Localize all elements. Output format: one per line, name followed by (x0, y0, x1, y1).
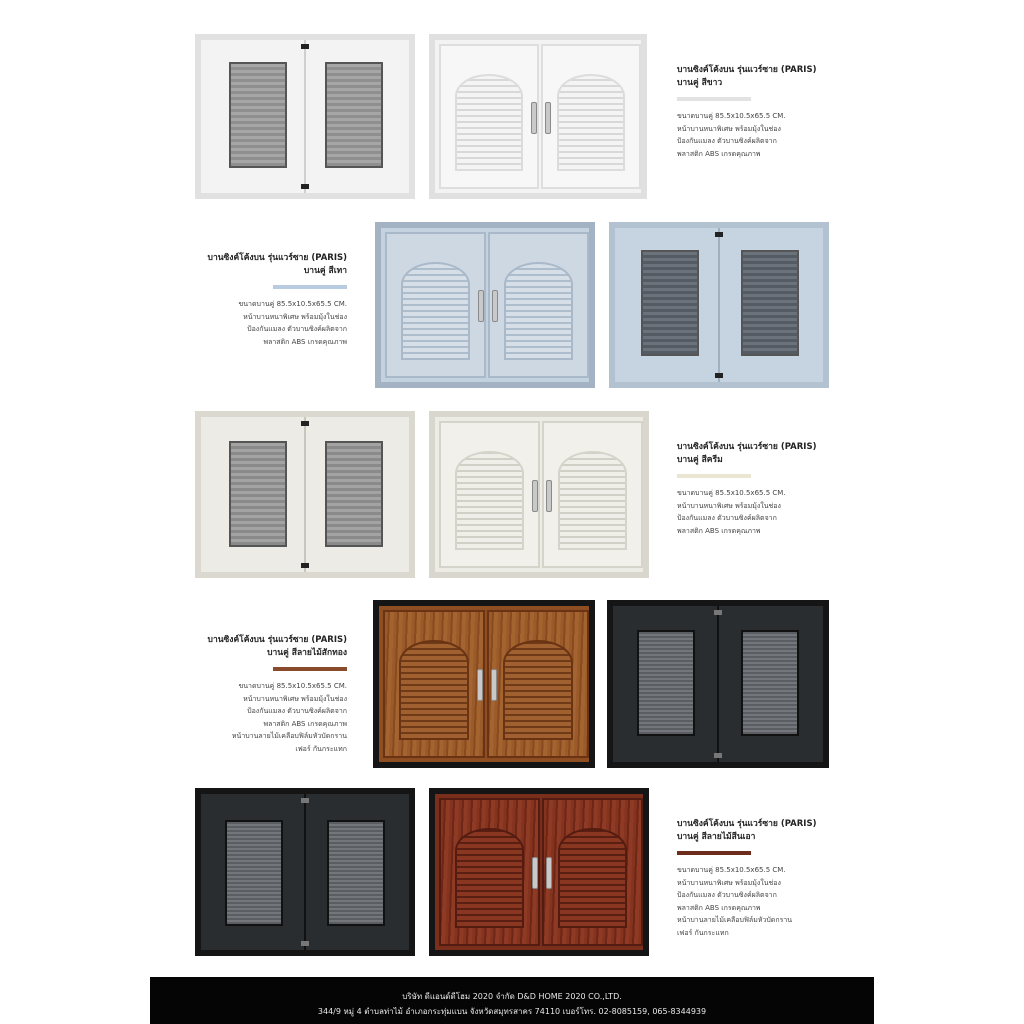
product-title: บานซิงค์โค้งบน รุ่นแวร์ซาย (PARIS) (677, 819, 817, 829)
product-info-white (677, 64, 847, 160)
cabinet-front-view-cream (429, 411, 649, 578)
product-row-teak (0, 598, 1024, 770)
door-handle-left (532, 857, 538, 889)
mesh-panel-right (741, 250, 799, 356)
product-info-cream (677, 441, 847, 537)
mesh-panel-right (325, 62, 383, 168)
product-info-mahogany (677, 818, 847, 939)
mesh-panel-left (225, 820, 283, 926)
door-left (439, 421, 540, 568)
door-handle-left (532, 480, 538, 512)
product-subtitle: บานคู่ สีลายไม้สีนเอา (677, 832, 756, 842)
door-handle-right (492, 290, 498, 322)
product-row-mahogany (0, 786, 1024, 958)
cabinet-back-view-cream (195, 411, 415, 578)
mesh-panel-right (327, 820, 385, 926)
mesh-panel-right (325, 441, 383, 547)
product-subtitle: บานคู่ สีครีม (677, 455, 723, 465)
door-handle-right (546, 857, 552, 889)
company-address: 344/9 หมู่ 4 ตำบลท่าไม้ อำเภอกระทุ่มแบน จังหวัดสมุทรสาคร 74110 เบอร์โทร. 02-8085159, 065-8344939 (317, 1007, 707, 1016)
cabinet-front-view-teak (373, 600, 595, 768)
product-row-white (0, 32, 1024, 202)
door-right (542, 421, 643, 568)
company-name: บริษัท ดีแอนด์ดีโฮม 2020 จำกัด D&D HOME 2020 CO.,LTD. (402, 992, 622, 1001)
cabinet-front-view-grey (375, 222, 595, 388)
product-title: บานซิงค์โค้งบน รุ่นแวร์ซาย (PARIS) (207, 635, 347, 645)
product-title: บานซิงค์โค้งบน รุ่นแวร์ซาย (PARIS) (677, 442, 817, 452)
door-left (439, 798, 540, 946)
mesh-panel-right (741, 630, 799, 736)
product-description: ขนาดบานคู่ 85.5x10.5x65.5 CM. หน้าบานหนาพิเศษ พร้อมมุ้งในช่อง ป้องกันแมลง ตัวบานซิงค์ผลิตจาก พลาสติก ABS เกรดคุณภาพ หน้าบานลายไม้เคลือบฟิล์มหัวบัดกราน เฟอร์ กันกระแทก (231, 682, 347, 753)
product-info-teak (177, 634, 347, 755)
door-handle-left (531, 102, 537, 134)
cabinet-back-view-grey (609, 222, 829, 388)
cabinet-front-view-white (429, 34, 647, 199)
color-swatch (677, 851, 751, 855)
color-swatch (677, 97, 751, 101)
product-row-grey (0, 220, 1024, 390)
mesh-panel-left (637, 630, 695, 736)
cabinet-back-view-black (607, 600, 829, 768)
product-info-grey (177, 252, 347, 348)
product-description: ขนาดบานคู่ 85.5x10.5x65.5 CM. หน้าบานหนาพิเศษ พร้อมมุ้งในช่อง ป้องกันแมลง ตัวบานซิงค์ผลิตจาก พลาสติก ABS เกรดคุณภาพ (238, 300, 347, 346)
product-subtitle: บานคู่ สีลายไม้สักทอง (267, 648, 347, 658)
product-subtitle: บานคู่ สีขาว (677, 78, 723, 88)
mesh-panel-left (229, 441, 287, 547)
door-handle-left (477, 669, 483, 701)
product-description: ขนาดบานคู่ 85.5x10.5x65.5 CM. หน้าบานหนาพิเศษ พร้อมมุ้งในช่อง ป้องกันแมลง ตัวบานซิงค์ผลิตจาก พลาสติก ABS เกรดคุณภาพ หน้าบานลายไม้เคลือบฟิล์มหัวบัดกราน เฟอร์ กันกระแทก (677, 866, 793, 937)
product-title: บานซิงค์โค้งบน รุ่นแวร์ซาย (PARIS) (207, 253, 347, 263)
cabinet-front-view-mahogany (429, 788, 649, 956)
door-handle-right (545, 102, 551, 134)
door-right (541, 44, 641, 189)
product-subtitle: บานคู่ สีเทา (303, 266, 347, 276)
door-left (439, 44, 539, 189)
door-handle-right (491, 669, 497, 701)
company-footer (150, 977, 874, 1024)
cabinet-back-view-black-2 (195, 788, 415, 956)
product-row-cream (0, 409, 1024, 579)
door-handle-left (478, 290, 484, 322)
color-swatch (273, 285, 347, 289)
door-handle-right (546, 480, 552, 512)
color-swatch (677, 474, 751, 478)
product-description: ขนาดบานคู่ 85.5x10.5x65.5 CM. หน้าบานหนาพิเศษ พร้อมมุ้งในช่อง ป้องกันแมลง ตัวบานซิงค์ผลิตจาก พลาสติก ABS เกรดคุณภาพ (677, 489, 786, 535)
mesh-panel-left (641, 250, 699, 356)
door-right (488, 232, 589, 378)
cabinet-back-view-white (195, 34, 415, 199)
door-left (383, 610, 485, 758)
mesh-panel-left (229, 62, 287, 168)
door-right (542, 798, 643, 946)
door-left (385, 232, 486, 378)
door-right (487, 610, 589, 758)
product-title: บานซิงค์โค้งบน รุ่นแวร์ซาย (PARIS) (677, 65, 817, 75)
color-swatch (273, 667, 347, 671)
product-description: ขนาดบานคู่ 85.5x10.5x65.5 CM. หน้าบานหนาพิเศษ พร้อมมุ้งในช่อง ป้องกันแมลง ตัวบานซิงค์ผลิตจาก พลาสติก ABS เกรดคุณภาพ (677, 112, 786, 158)
